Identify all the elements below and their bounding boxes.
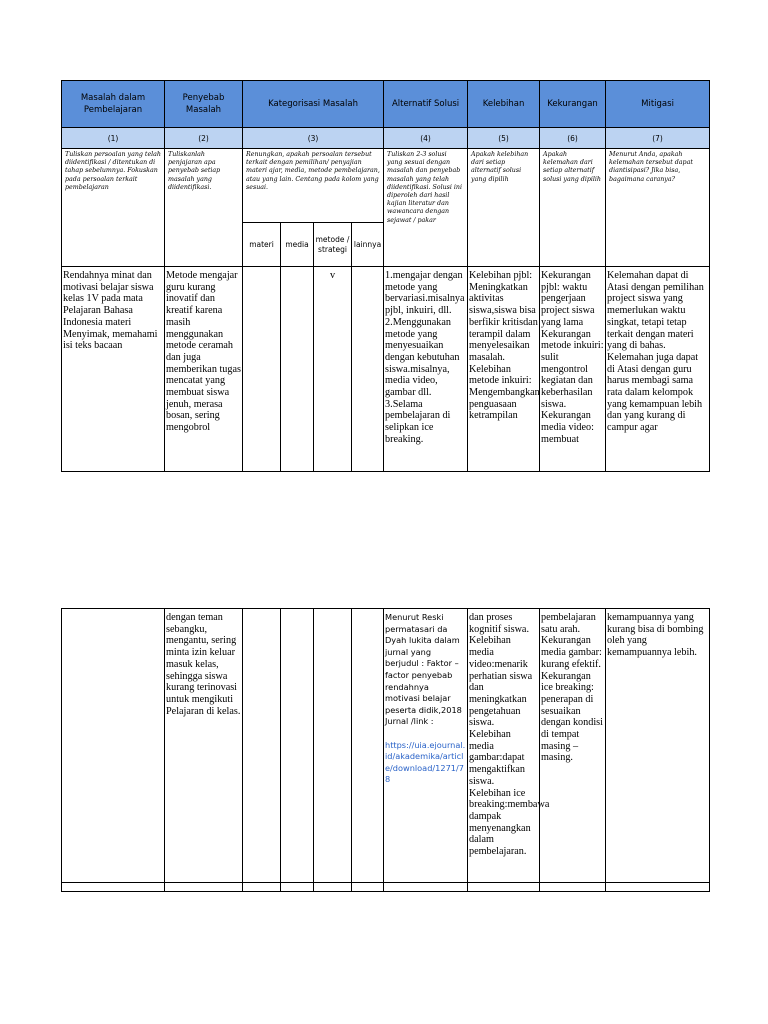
header-kekurangan: Kekurangan	[540, 81, 606, 128]
row1-kelebihan: Kelebihan pjbl: Meningkatkan aktivitas siswa,siswa bisa berfikir kritisdan terampil dalam menyelesaikan masalah. Kelebihan metode inkuiri: Mengembangkan penguasaan ketrampilan	[468, 267, 540, 472]
empty-cell	[384, 883, 468, 892]
header-kelebihan: Kelebihan	[468, 81, 540, 128]
row1-mitigasi: Kelemahan dapat di Atasi dengan pemilihan project siswa yang memerlukan waktu singkat, tetapi tetap terkait dengan materi yang di bahas. Kelemahan juga dapat di Atasi dengan guru harus membagi sama rata dalam kelompok yang kemampuan lebih dan yang kurang di campur agar	[606, 267, 710, 472]
col-number: (2)	[165, 128, 243, 149]
header-penyebab: Penyebab Masalah	[165, 81, 243, 128]
row1-media	[281, 267, 314, 472]
problem-table-page-2	[61, 608, 710, 892]
empty-cell	[352, 883, 384, 892]
subcat-metode-strategi: metode / strategi	[314, 223, 352, 267]
row2-kekurangan: pembelajaran satu arah. Kekurangan media gambar: kurang efektif. Kekurangan ice breaking: penerapan di sesuaikan dengan kondisi di tempat masing – masing.	[540, 609, 606, 883]
row1-alternatif-solusi: 1.mengajar dengan metode yang bervariasi.misalnya pjbl, inkuiri, dll. 2.Menggunakan metode yang menyesuaikan dengan kebutuhan siswa.misalnya, media video, gambar dll. 3.Selama pembelajaran di selipkan ice breaking.	[384, 267, 468, 472]
instruction-mitigasi: Menurut Anda, apakah kelemahan tersebut dapat diantisipasi? Jika bisa, bagaimana caranya?	[606, 149, 710, 267]
row2-media	[281, 609, 314, 883]
header-kategorisasi: Kategorisasi Masalah	[243, 81, 384, 128]
row2-materi	[243, 609, 281, 883]
subcat-media: media	[281, 223, 314, 267]
empty-cell	[468, 883, 540, 892]
col-number: (4)	[384, 128, 468, 149]
subcat-materi: materi	[243, 223, 281, 267]
empty-cell	[243, 883, 281, 892]
reference-link[interactable]: https://uia.ejournal.id/akademika/article/download/1271/78	[385, 739, 466, 785]
empty-cell	[62, 883, 165, 892]
col-number: (1)	[62, 128, 165, 149]
empty-cell	[606, 883, 710, 892]
col-number: (7)	[606, 128, 710, 149]
instruction-kekurangan: Apakah kelemahan dari setiap alternatif solusi yang dipilih	[540, 149, 606, 267]
row2-kelebihan: dan proses kognitif siswa. Kelebihan media video:menarik perhatian siswa dan meningkatkan pengetahuan siswa. Kelebihan media gambar:dapat mengaktifkan siswa. Kelebihan ice breaking:membawa dampak menyenangkan dalam pembelajaran.	[468, 609, 540, 883]
instruction-alternatif-solusi: Tuliskan 2-3 solusi yang sesuai dengan masalah dan penyebab masalah yang telah diidentifikasi. Solusi ini diperoleh dari hasil kajian literatur dan wawancara dengan sejawat / pakar	[384, 149, 468, 267]
reference-text: Menurut Reski permatasari da Dyah lukita dalam jurnal yang berjudul : Faktor – factor penyebab rendahnya motivasi belajar peserta didik,2018 Jurnal /link :	[385, 612, 462, 727]
row2-alternatif-solusi	[384, 609, 468, 883]
header-alternatif-solusi: Alternatif Solusi	[384, 81, 468, 128]
empty-cell	[165, 883, 243, 892]
row2-masalah	[62, 609, 165, 883]
row1-kekurangan: Kekurangan pjbl: waktu pengerjaan project siswa yang lama Kekurangan metode inkuiri: sulit mengontrol kegiatan dan keberhasilan siswa. Kekurangan media video: membuat	[540, 267, 606, 472]
col-number: (6)	[540, 128, 606, 149]
row1-lainnya	[352, 267, 384, 472]
row1-masalah: Rendahnya minat dan motivasi belajar siswa kelas 1V pada mata Pelajaran Bahasa Indonesia materi Menyimak, memahami isi teks bacaan	[62, 267, 165, 472]
instruction-penyebab: Tuliskanlah penjajaran apa penyebab setiap masalah yang diidentifikasi.	[165, 149, 243, 267]
col-number: (3)	[243, 128, 384, 149]
instruction-kelebihan: Apakah kelebihan dari setiap alternatif solusi yang dipilih	[468, 149, 540, 267]
row1-penyebab: Metode mengajar guru kurang inovatif dan kreatif karena masih menggunakan metode ceramah dan juga memberikan tugas mencatat yang membuat siswa jenuh, merasa bosan, sering mengobrol	[165, 267, 243, 472]
instruction-kategorisasi: Renungkan, apakah persoalan tersebut terkait dengan pemilihan/ penyajian materi ajar, media, metode pembelajaran, atau yang lain. Centang pada kolom yang sesuai.	[243, 149, 384, 223]
row2-penyebab: dengan teman sebangku, mengantu, sering minta izin keluar masuk kelas, sehingga siswa kurang terinovasi untuk mengikuti Pelajaran di kelas.	[165, 609, 243, 883]
instruction-masalah: Tuliskan persoalan yang telah diidentifikasi / ditentukan di tahap sebelumnya. Fokuskan pada persoalan terkait pembelajaran	[62, 149, 165, 267]
header-masalah: Masalah dalam Pembelajaran	[62, 81, 165, 128]
row2-lainnya	[352, 609, 384, 883]
empty-cell	[314, 883, 352, 892]
header-mitigasi: Mitigasi	[606, 81, 710, 128]
subcat-lainnya: lainnya	[352, 223, 384, 267]
row1-metode-check: v	[314, 267, 352, 472]
col-number: (5)	[468, 128, 540, 149]
row1-materi	[243, 267, 281, 472]
row2-metode	[314, 609, 352, 883]
empty-cell	[540, 883, 606, 892]
empty-cell	[281, 883, 314, 892]
row2-mitigasi: kemampuannya yang kurang bisa di bombing oleh yang kemampuannya lebih.	[606, 609, 710, 883]
problem-table-page-1	[61, 80, 710, 472]
